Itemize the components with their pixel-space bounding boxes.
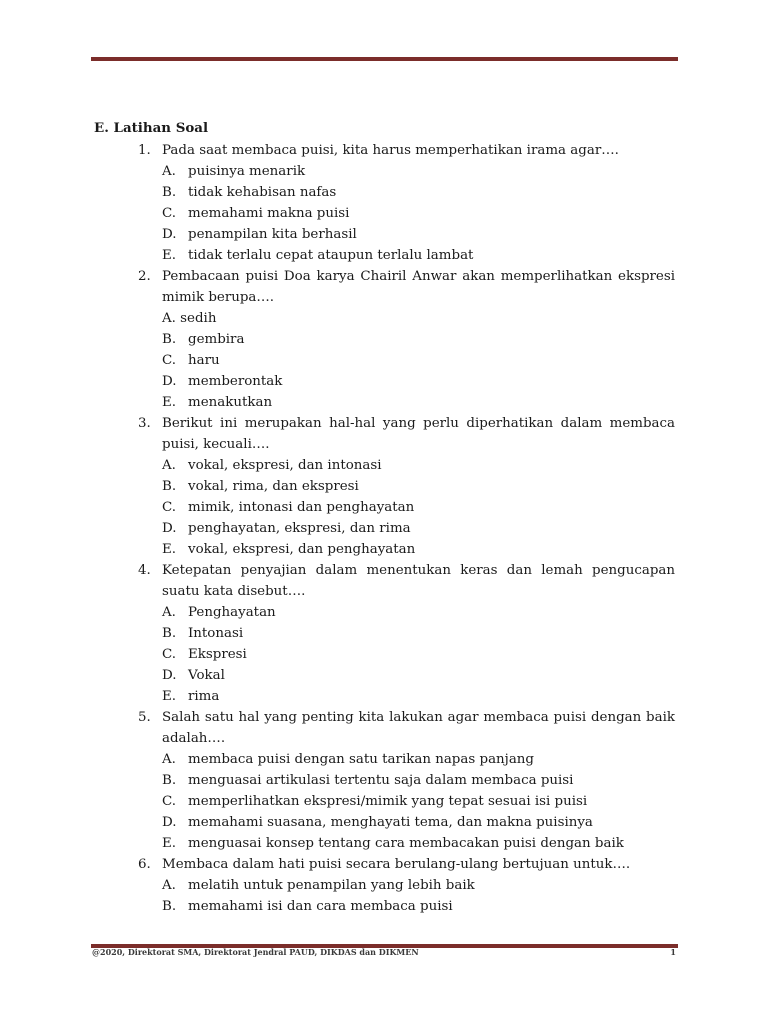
option-text: vokal, ekspresi, dan intonasi	[188, 458, 382, 473]
option-letter: B.	[162, 185, 177, 200]
answer-option	[162, 371, 675, 392]
answer-option	[162, 455, 675, 476]
question-text: Salah satu hal yang penting kita lakukan agar membaca puisi dengan baik adalah….	[162, 710, 675, 746]
option-letter: C.	[162, 647, 177, 662]
answer-option	[162, 224, 675, 245]
answer-option	[162, 329, 675, 350]
answer-option	[162, 539, 675, 560]
question-text: Ketepatan penyajian dalam menentukan keras dan lemah pengucapan suatu kata disebut….	[162, 563, 675, 599]
option-text: rima	[188, 689, 220, 704]
option-text: haru	[188, 353, 220, 368]
option-list	[94, 161, 675, 266]
option-text: penghayatan, ekspresi, dan rima	[188, 521, 411, 536]
question-item	[94, 854, 675, 875]
option-text: memahami makna puisi	[188, 206, 350, 221]
question-text: Pembacaan puisi Doa karya Chairil Anwar akan memperlihatkan ekspresi mimik berupa….	[162, 269, 675, 305]
option-list	[94, 749, 675, 854]
footer-credit: @2020, Direktorat SMA, Direktorat Jendral PAUD, DIKDAS dan DIKMEN	[92, 947, 419, 957]
answer-option	[162, 686, 675, 707]
footer	[92, 947, 676, 957]
answer-option	[162, 497, 675, 518]
option-letter: B.	[162, 479, 177, 494]
option-letter: C.	[162, 794, 177, 809]
option-text: memperlihatkan ekspresi/mimik yang tepat sesuai isi puisi	[188, 794, 588, 809]
question-item	[94, 140, 675, 161]
option-letter: B.	[162, 773, 177, 788]
question-list	[94, 140, 675, 917]
question-item	[94, 707, 675, 749]
option-text: memberontak	[188, 374, 283, 389]
question-number: 1.	[138, 143, 151, 158]
answer-option	[162, 749, 675, 770]
option-text: gembira	[188, 332, 245, 347]
answer-option	[162, 623, 675, 644]
question-number: 2.	[138, 269, 151, 284]
option-text: Intonasi	[188, 626, 244, 641]
exercise-content	[94, 118, 675, 917]
option-letter: D.	[162, 815, 177, 830]
option-text: penampilan kita berhasil	[188, 227, 357, 242]
option-text: menakutkan	[188, 395, 273, 410]
option-text: Vokal	[188, 668, 225, 683]
option-text: Penghayatan	[188, 605, 276, 620]
option-text: A. sedih	[162, 311, 217, 326]
option-letter: C.	[162, 206, 177, 221]
option-text: vokal, rima, dan ekspresi	[188, 479, 359, 494]
option-letter: C.	[162, 353, 177, 368]
option-letter: D.	[162, 521, 177, 536]
option-letter: B.	[162, 332, 177, 347]
answer-option	[162, 644, 675, 665]
option-letter: E.	[162, 395, 177, 410]
option-letter: A.	[162, 752, 176, 767]
option-text: tidak kehabisan nafas	[188, 185, 337, 200]
option-text: membaca puisi dengan satu tarikan napas panjang	[188, 752, 535, 767]
option-text: vokal, ekspresi, dan penghayatan	[188, 542, 416, 557]
question-item	[94, 560, 675, 602]
option-text: puisinya menarik	[188, 164, 306, 179]
option-letter: E.	[162, 689, 177, 704]
option-list	[94, 455, 675, 560]
answer-option	[162, 182, 675, 203]
answer-option	[162, 245, 675, 266]
option-letter: B.	[162, 626, 177, 641]
question-text: Berikut ini merupakan hal-hal yang perlu diperhatikan dalam membaca puisi, kecuali….	[162, 416, 675, 452]
answer-option	[162, 203, 675, 224]
option-list	[94, 602, 675, 707]
answer-option	[162, 770, 675, 791]
answer-option	[162, 518, 675, 539]
option-text: memahami isi dan cara membaca puisi	[188, 899, 453, 914]
answer-option	[162, 476, 675, 497]
answer-option	[162, 602, 675, 623]
option-letter: A.	[162, 605, 176, 620]
option-letter: E.	[162, 542, 177, 557]
option-letter: B.	[162, 899, 177, 914]
option-text: tidak terlalu cepat ataupun terlalu lambat	[188, 248, 474, 263]
question-item	[94, 413, 675, 455]
option-letter: D.	[162, 668, 177, 683]
option-letter: D.	[162, 227, 177, 242]
answer-option	[162, 791, 675, 812]
option-text: memahami suasana, menghayati tema, dan makna puisinya	[188, 815, 593, 830]
section-title: E. Latihan Soal	[94, 120, 209, 136]
question-number: 5.	[138, 710, 151, 725]
option-list	[94, 875, 675, 917]
answer-option	[162, 812, 675, 833]
answer-option	[162, 308, 675, 329]
question-number: 4.	[138, 563, 151, 578]
option-letter: A.	[162, 878, 176, 893]
question-item	[94, 266, 675, 308]
question-text: Pada saat membaca puisi, kita harus memperhatikan irama agar….	[162, 143, 619, 158]
question-text: Membaca dalam hati puisi secara berulang-ulang bertujuan untuk….	[162, 857, 631, 872]
answer-option	[162, 833, 675, 854]
option-text: menguasai konsep tentang cara membacakan puisi dengan baik	[188, 836, 624, 851]
question-number: 6.	[138, 857, 151, 872]
option-letter: D.	[162, 374, 177, 389]
option-letter: E.	[162, 836, 177, 851]
answer-option	[162, 350, 675, 371]
option-text: melatih untuk penampilan yang lebih baik	[188, 878, 475, 893]
answer-option	[162, 896, 675, 917]
header-rule	[91, 57, 678, 61]
answer-option	[162, 161, 675, 182]
option-letter: C.	[162, 500, 177, 515]
option-text: mimik, intonasi dan penghayatan	[188, 500, 415, 515]
option-letter: A.	[162, 458, 176, 473]
answer-option	[162, 665, 675, 686]
page-number: 1	[670, 947, 676, 957]
option-list	[94, 308, 675, 413]
question-number: 3.	[138, 416, 151, 431]
option-text: Ekspresi	[188, 647, 247, 662]
answer-option	[162, 392, 675, 413]
answer-option	[162, 875, 675, 896]
option-letter: E.	[162, 248, 177, 263]
option-letter: A.	[162, 164, 176, 179]
option-text: menguasai artikulasi tertentu saja dalam membaca puisi	[188, 773, 574, 788]
